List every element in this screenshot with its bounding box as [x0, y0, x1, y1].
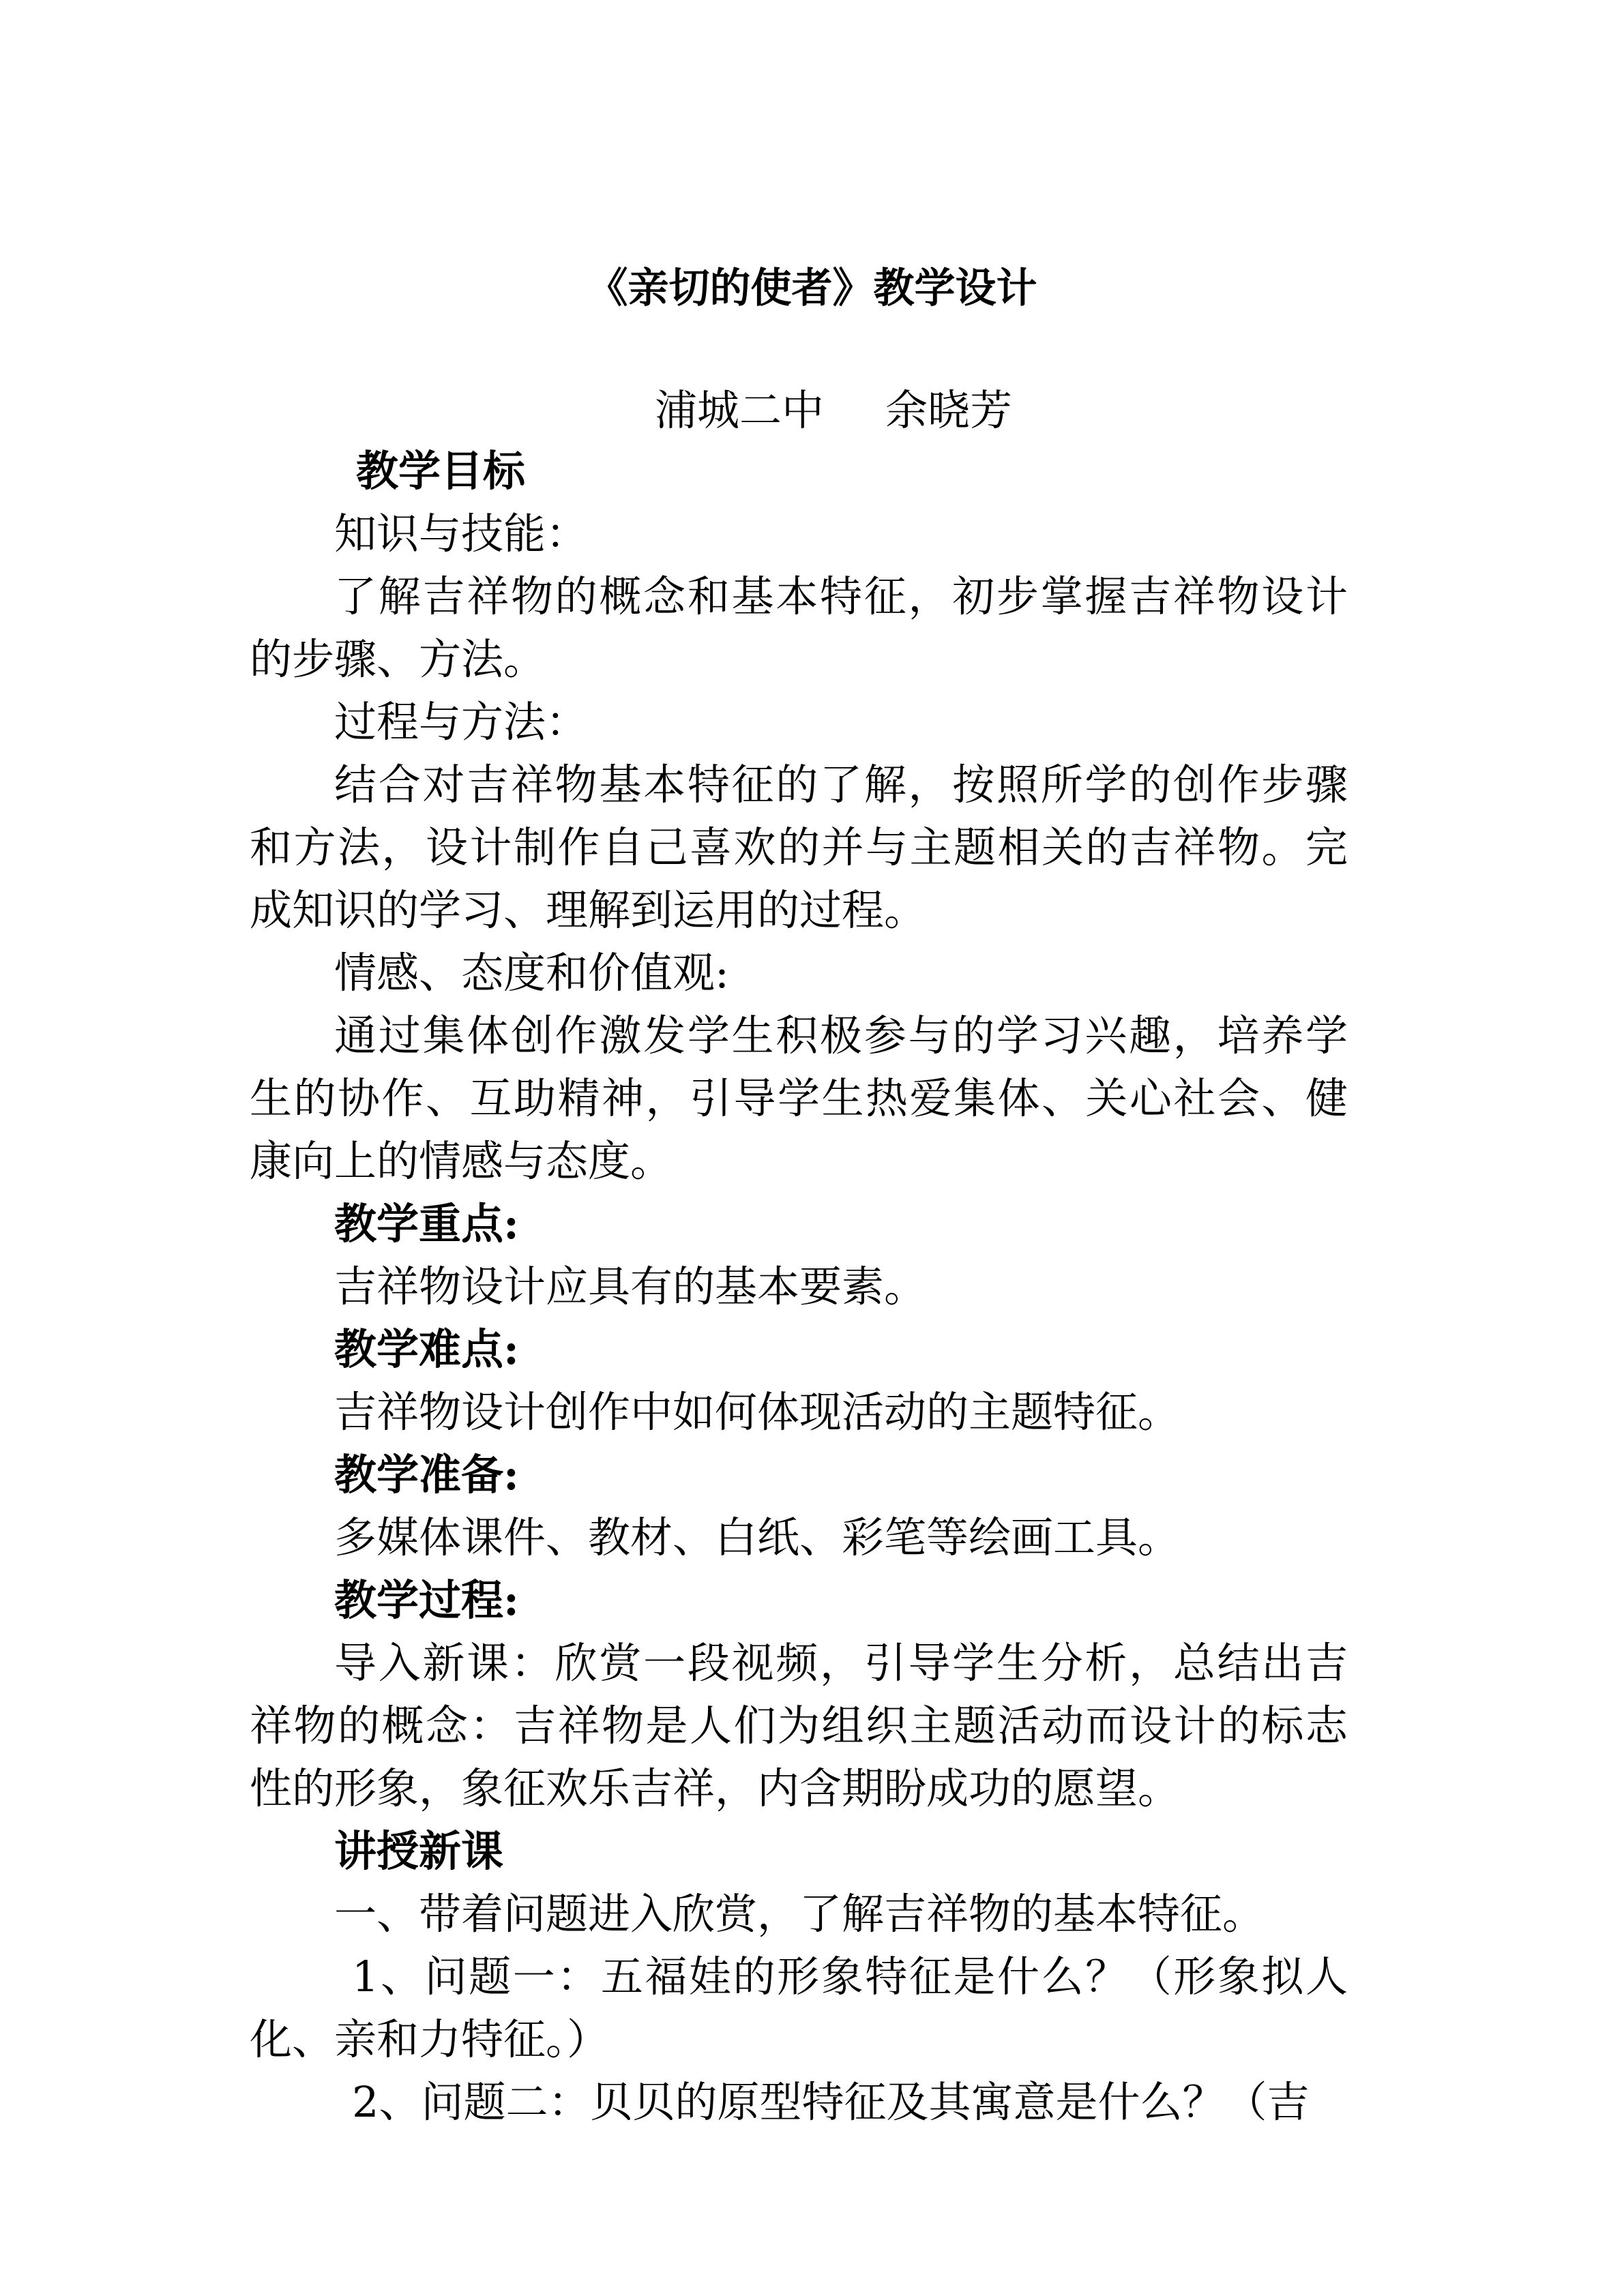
step-one: 一、带着问题进入欣赏，了解吉祥物的基本特征。: [334, 1889, 1265, 1939]
key-heading: 教学重点:: [334, 1199, 519, 1249]
prep-heading: 教学准备:: [334, 1450, 519, 1500]
process-label: 过程与方法：: [334, 697, 589, 747]
process-heading: 教学过程:: [334, 1575, 519, 1625]
teach-heading: 讲授新课: [334, 1826, 504, 1876]
author-line: [655, 380, 1012, 441]
question-two: 2、问题二：贝贝的原型特征及其寓意是什么？（吉: [352, 2077, 1310, 2127]
author-school: 浦城二中: [655, 385, 825, 435]
author-name: 余晓芳: [885, 385, 1013, 435]
document-body: [250, 440, 1348, 2134]
knowledge-label: 知识与技能：: [334, 509, 589, 558]
intro-text: 导入新课：欣赏一段视频，引导学生分析，总结出吉祥物的概念：吉祥物是人们为组织主题活动而设计的标志性的形象，象征欢乐吉祥，内含期盼成功的愿望。: [250, 1638, 1348, 1813]
prep-text: 多媒体课件、教材、白纸、彩笔等绘画工具。: [334, 1512, 1181, 1562]
emotion-label: 情感、态度和价值观:: [334, 948, 729, 998]
process-text: 结合对吉祥物基本特征的了解，按照所学的创作步骤和方法，设计制作自己喜欢的并与主题相关的吉祥物。完成知识的学习、理解到运用的过程。: [250, 760, 1348, 935]
question-one: 1、问题一：五福娃的形象特征是什么？（形象拟人化、亲和力特征。）: [250, 1952, 1348, 2064]
difficulty-heading: 教学难点:: [334, 1324, 519, 1374]
emotion-text: 通过集体创作激发学生积极参与的学习兴趣，培养学生的协作、互助精神，引导学生热爱集体、关心社会、健康向上的情感与态度。: [250, 1011, 1348, 1186]
objectives-heading: 教学目标: [356, 446, 526, 496]
key-text: 吉祥物设计应具有的基本要素。: [334, 1262, 927, 1311]
knowledge-text: 了解吉祥物的概念和基本特征，初步掌握吉祥物设计的步骤、方法。: [250, 571, 1348, 684]
difficulty-text: 吉祥物设计创作中如何体现活动的主题特征。: [334, 1387, 1181, 1437]
document-title: 《亲切的使者》教学设计: [587, 265, 1037, 312]
